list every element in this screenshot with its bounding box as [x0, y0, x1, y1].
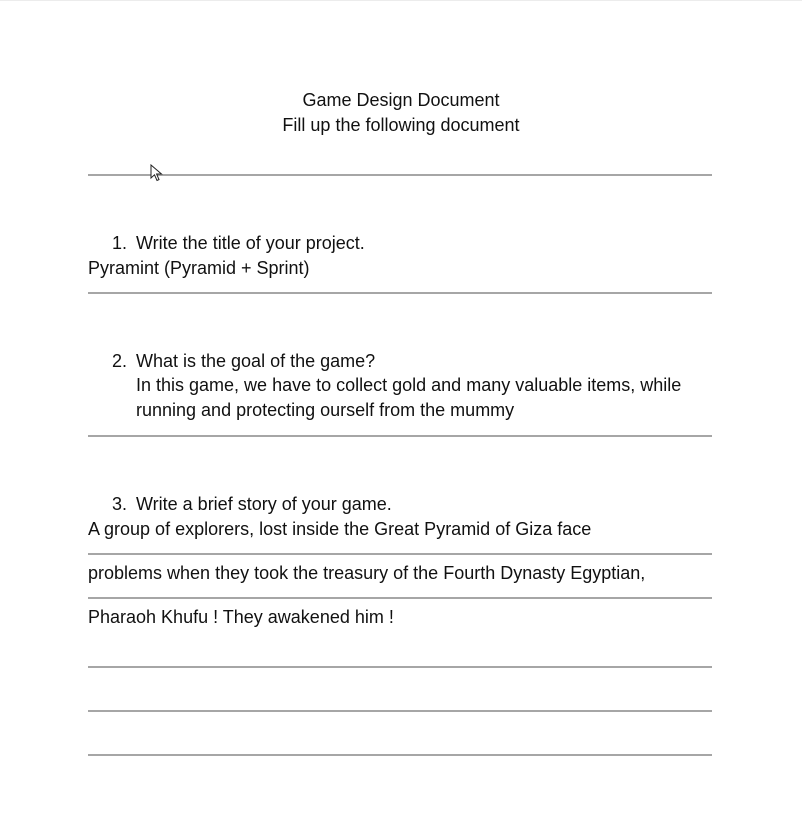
- question-1-text: Write the title of your project.: [136, 233, 365, 253]
- document-title: Game Design Document: [302, 90, 500, 110]
- answer-3-rule-1: [88, 553, 712, 555]
- page-top-edge: [0, 0, 802, 1]
- question-1-number: 1.: [112, 233, 128, 253]
- answer-3-rule-5: [88, 754, 712, 756]
- answer-3-rule-2: [88, 597, 712, 599]
- question-3-number: 3.: [112, 494, 128, 514]
- answer-3-line-1[interactable]: A group of explorers, lost inside the Great Pyramid of Giza face: [88, 519, 592, 539]
- answer-2[interactable]: In this game, we have to collect gold and many valuable items, while running and protecting ourself from the mummy: [136, 375, 682, 420]
- answer-2-underline: [88, 435, 712, 437]
- answer-3-line-2[interactable]: problems when they took the treasury of the Fourth Dynasty Egyptian,: [88, 563, 646, 583]
- answer-3-rule-3: [88, 666, 712, 668]
- mouse-pointer-icon: [150, 164, 164, 182]
- answer-1[interactable]: Pyramint (Pyramid + Sprint): [88, 258, 310, 278]
- header-divider: [88, 174, 712, 176]
- answer-1-underline: [88, 292, 712, 294]
- answer-3-line-3[interactable]: Pharaoh Khufu ! They awakened him !: [88, 607, 394, 627]
- answer-3-rule-4: [88, 710, 712, 712]
- document-subtitle: Fill up the following document: [282, 115, 520, 135]
- question-3-text: Write a brief story of your game.: [136, 494, 392, 514]
- question-2-number: 2.: [112, 351, 128, 371]
- question-2-text: What is the goal of the game?: [136, 351, 376, 371]
